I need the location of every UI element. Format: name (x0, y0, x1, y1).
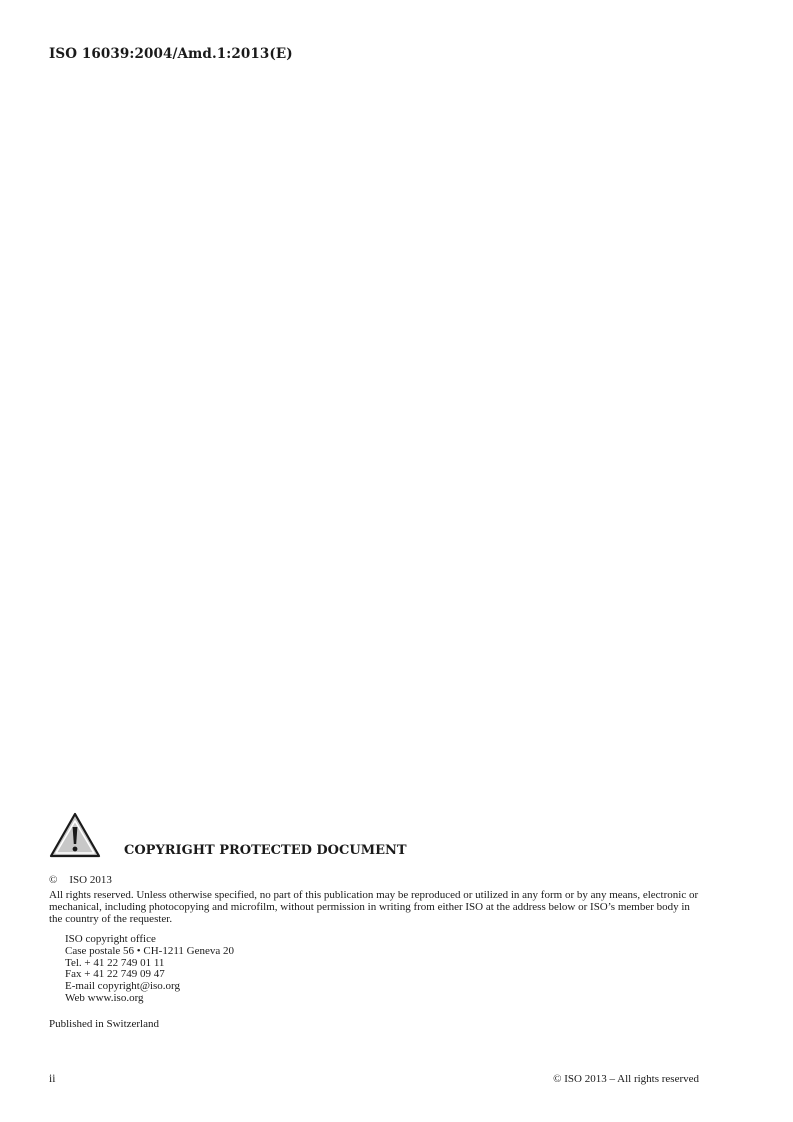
office-postal-address: Case postale 56 • CH-1211 Geneva 20 (65, 944, 235, 957)
copyright-symbol: © (49, 874, 58, 886)
footer-copyright: © ISO 2013 – All rights reserved (553, 1073, 699, 1085)
office-fax: Fax + 41 22 749 09 47 (65, 968, 165, 981)
copyright-heading: COPYRIGHT PROTECTED DOCUMENT (124, 843, 407, 858)
published-location: Published in Switzerland (49, 1018, 159, 1030)
document-id: ISO 16039:2004/Amd.1:2013(E) (49, 46, 293, 62)
office-website: Web www.iso.org (65, 991, 144, 1004)
warning-triangle-icon (48, 811, 102, 859)
copyright-year-line (49, 874, 112, 886)
copyright-office-address (65, 934, 234, 1005)
office-name: ISO copyright office (65, 933, 156, 945)
rights-statement: All rights reserved. Unless otherwise specified, no part of this publication may be reproduced or utilized in any form or by any means, electronic or mechanical, including photocopying and microfilm, without permission in writing from either ISO at the address below or ISO’s member body in the country of the requester. (49, 889, 699, 925)
copyright-year: ISO 2013 (69, 874, 112, 886)
office-email: E-mail copyright@iso.org (65, 980, 181, 993)
office-telephone: Tel. + 41 22 749 01 11 (65, 956, 165, 969)
page-number: ii (49, 1073, 56, 1085)
